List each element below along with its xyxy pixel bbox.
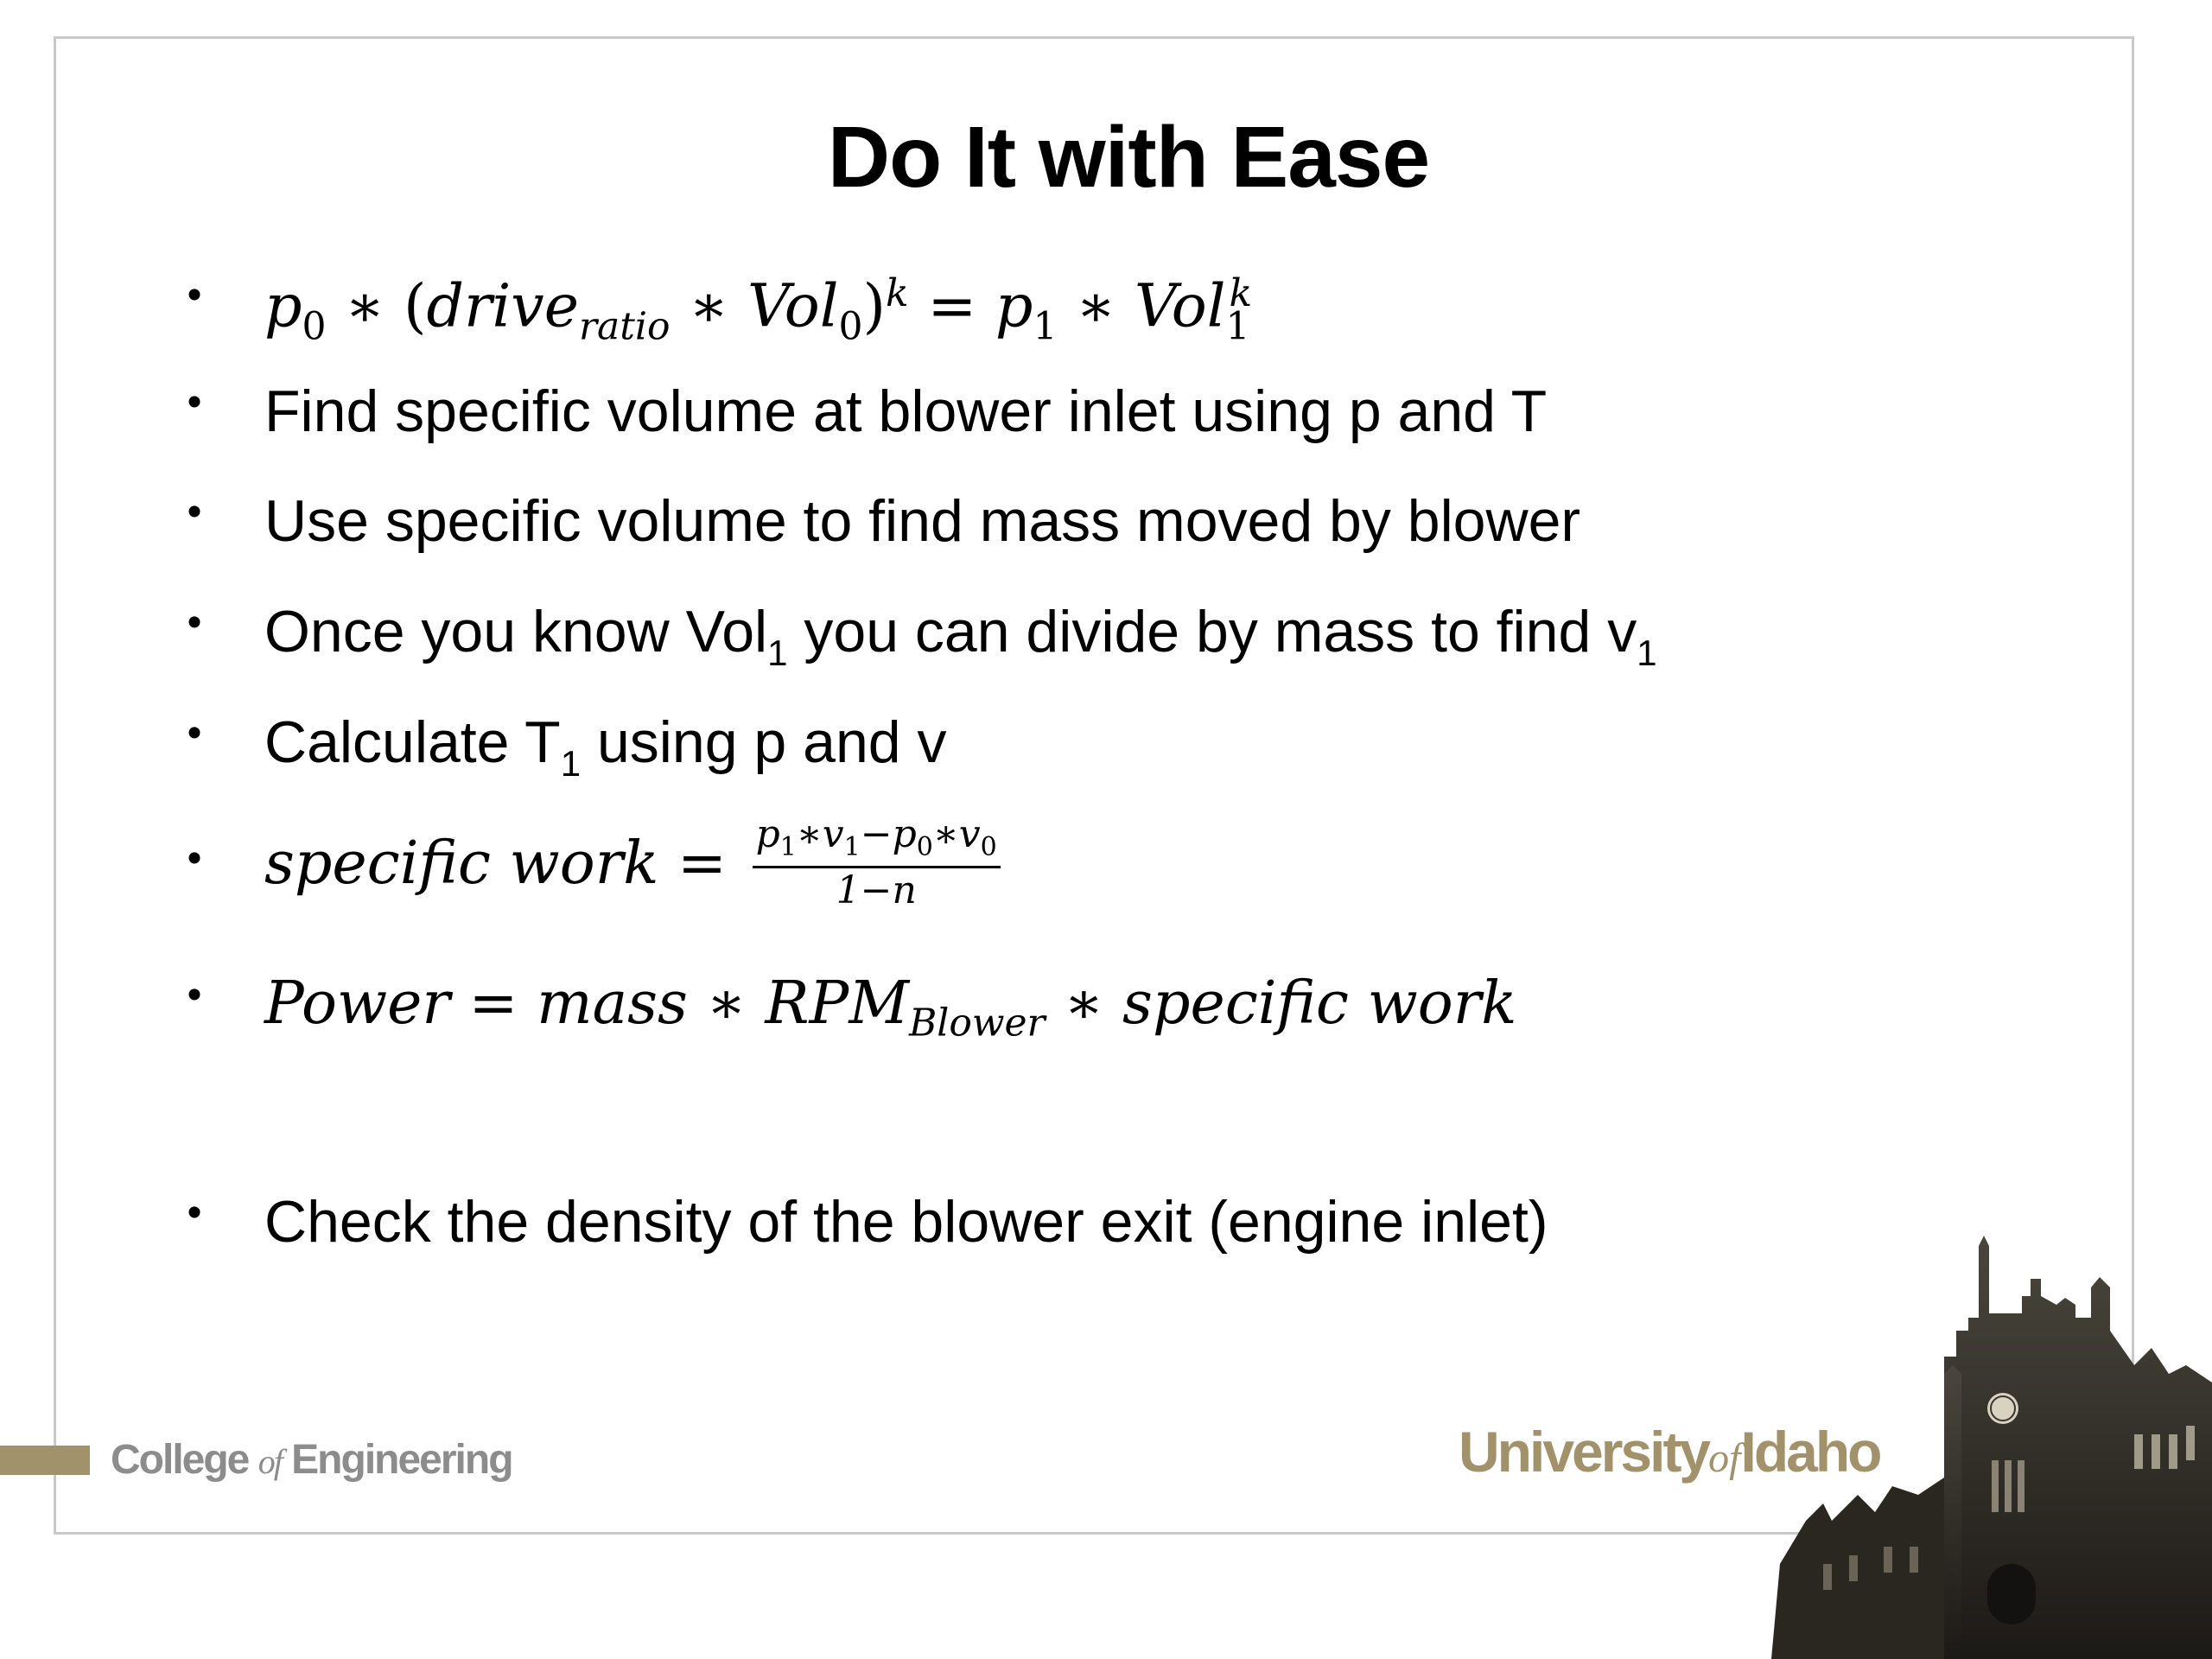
university-of-idaho-logo: UniversityofIdaho <box>1459 1420 1880 1484</box>
bullet-marker: • <box>187 489 202 535</box>
bullet-marker: • <box>187 1190 202 1236</box>
bullet-text: Find specific volume at blower inlet using p and T <box>264 378 1548 444</box>
bullet-text: Check the density of the blower exit (engine inlet) <box>264 1189 1548 1255</box>
bullet-marker: • <box>187 710 202 756</box>
slide-title: Do It with Ease <box>827 109 1430 206</box>
equation-specific-work: specific work = $\frac{p_1∗v_1-p_0∗v_0}{1-n}$ <box>264 821 1001 915</box>
bullet-marker: • <box>187 600 202 645</box>
brand-color-bar <box>0 1446 90 1475</box>
college-of-engineering-logo: College of Engineering <box>111 1437 512 1483</box>
equation-power: Power = mass ∗ $RPM_{Blower}$ ∗ specific work <box>264 969 1517 1046</box>
administration-building-image <box>1771 1236 2212 1659</box>
bullet-text: Once you know Vol$_1$ you can divide by mass to find $v_1$ <box>264 599 1657 673</box>
bullet-text: Use specific volume to find mass moved by blower <box>264 488 1581 554</box>
bullet-marker: • <box>187 272 202 318</box>
fraction: $\frac{p_1∗v_1-p_0∗v_0}{1-n}$ <box>753 816 1001 910</box>
bullet-marker: • <box>187 379 202 425</box>
bullet-text: Calculate $T_1$ using p and v <box>264 709 947 784</box>
equation-polytropic: $p_0$ ∗ (drive$_{ratio}$ ∗ $Vol_0)^k = p_1$ ∗ Vol$_1^k$ <box>264 271 1253 349</box>
bullet-marker: • <box>187 836 202 881</box>
bullet-marker: • <box>187 972 202 1018</box>
